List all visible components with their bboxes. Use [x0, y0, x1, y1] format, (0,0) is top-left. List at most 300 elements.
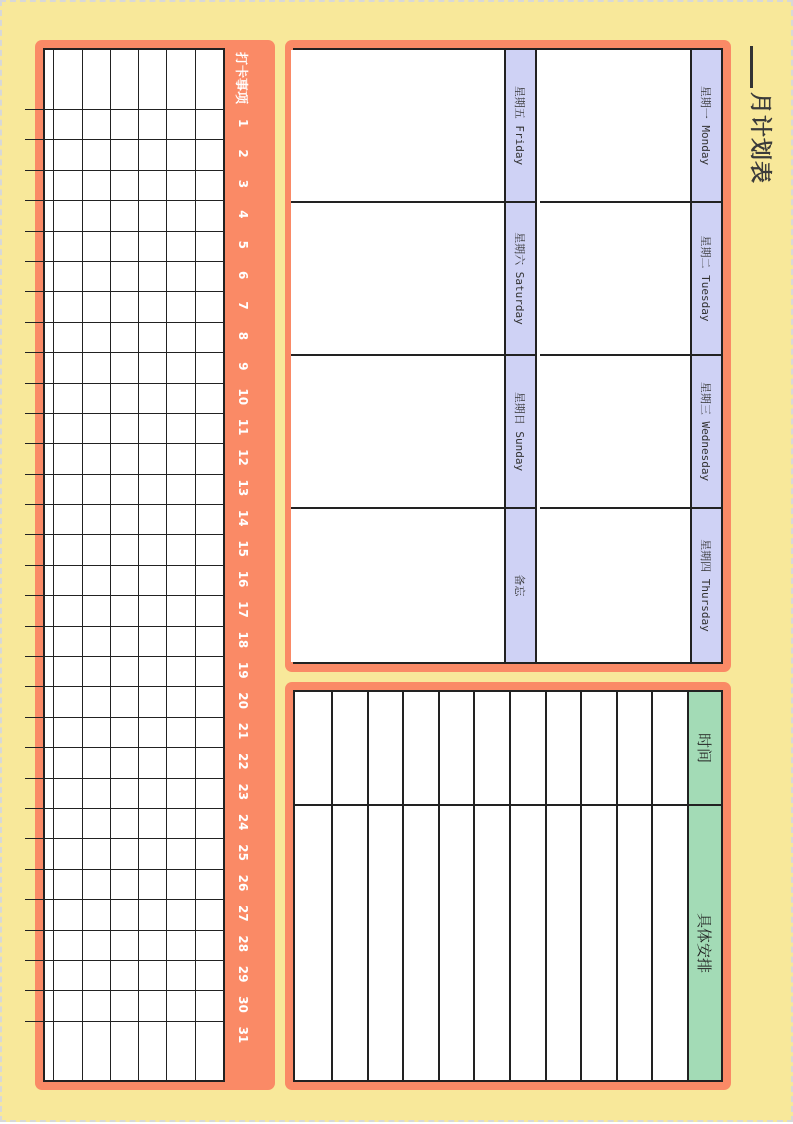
checkin-cell[interactable] — [25, 414, 53, 444]
time-column-header: 时间 — [689, 692, 721, 806]
checkin-cell[interactable] — [83, 505, 110, 535]
time-cell[interactable] — [582, 692, 616, 806]
checkin-cell[interactable] — [25, 444, 53, 474]
checkin-cell[interactable] — [83, 870, 110, 900]
checkin-cell[interactable] — [83, 292, 110, 322]
checkin-cell[interactable] — [167, 505, 194, 535]
checkin-cell[interactable] — [196, 718, 223, 748]
checkin-cell[interactable] — [54, 110, 81, 140]
time-cell[interactable] — [653, 692, 687, 806]
checkin-cell[interactable] — [111, 140, 138, 170]
checkin-cell[interactable] — [54, 657, 81, 687]
checkin-cell[interactable] — [196, 1022, 223, 1052]
checkin-cell[interactable] — [196, 232, 223, 262]
habit-name-cell[interactable] — [196, 50, 223, 110]
checkin-cell[interactable] — [167, 140, 194, 170]
time-cell[interactable] — [547, 692, 581, 806]
checkin-cell[interactable] — [196, 292, 223, 322]
checkin-cell[interactable] — [25, 931, 53, 961]
checkin-cell[interactable] — [111, 961, 138, 991]
checkin-cell[interactable] — [167, 475, 194, 505]
day-notes-area[interactable] — [540, 509, 690, 662]
checkin-cell[interactable] — [54, 748, 81, 778]
checkin-cell[interactable] — [167, 627, 194, 657]
checkin-cell[interactable] — [25, 596, 53, 626]
checkin-cell[interactable] — [111, 1022, 138, 1052]
day-header: 星期二 Tuesday — [690, 203, 721, 354]
memo-header: 备忘 — [504, 509, 535, 662]
checkin-cell[interactable] — [196, 779, 223, 809]
checkin-cell[interactable] — [54, 140, 81, 170]
checkin-cell[interactable] — [83, 384, 110, 414]
checkin-cell[interactable] — [25, 323, 53, 353]
checkin-cell[interactable] — [139, 596, 166, 626]
checkin-cell[interactable] — [83, 171, 110, 201]
checkin-cell[interactable] — [167, 809, 194, 839]
checkin-cell[interactable] — [139, 414, 166, 444]
checkin-cell[interactable] — [139, 657, 166, 687]
checkin-cell[interactable] — [111, 232, 138, 262]
plan-cell[interactable] — [618, 806, 652, 1080]
checkin-cell[interactable] — [111, 535, 138, 565]
checkin-cell[interactable] — [25, 505, 53, 535]
plan-cell[interactable] — [511, 806, 545, 1080]
checkin-cell[interactable] — [111, 475, 138, 505]
weekly-grid — [293, 48, 723, 664]
checkin-cell[interactable] — [139, 475, 166, 505]
checkin-cell[interactable] — [83, 110, 110, 140]
checkin-cell[interactable] — [111, 201, 138, 231]
schedule-panel — [285, 682, 731, 1090]
checkin-cell[interactable] — [111, 931, 138, 961]
checkin-cell[interactable] — [167, 1022, 194, 1052]
day-number: 1 — [236, 119, 250, 128]
checkin-cell[interactable] — [25, 779, 53, 809]
checkin-cell[interactable] — [54, 262, 81, 292]
checkin-cell[interactable] — [83, 201, 110, 231]
checkin-cell[interactable] — [196, 262, 223, 292]
weekly-row-top — [540, 50, 721, 662]
checkin-row — [82, 50, 110, 1080]
checkin-cell[interactable] — [54, 627, 81, 657]
checkin-cell[interactable] — [167, 870, 194, 900]
checkin-row — [25, 50, 53, 1080]
day-header: 星期六 Saturday — [504, 203, 535, 354]
checkin-cell[interactable] — [139, 779, 166, 809]
checkin-cell[interactable] — [167, 444, 194, 474]
day-cell-thursday — [540, 509, 721, 662]
checkin-cell[interactable] — [167, 262, 194, 292]
plan-cell[interactable] — [475, 806, 509, 1080]
checkin-cell[interactable] — [167, 110, 194, 140]
day-number: 17 — [236, 601, 250, 618]
checkin-cell[interactable] — [83, 961, 110, 991]
checkin-cell[interactable] — [139, 809, 166, 839]
checkin-cell[interactable] — [25, 627, 53, 657]
checkin-cell[interactable] — [196, 809, 223, 839]
habit-name-cell[interactable] — [25, 50, 53, 110]
checkin-cell[interactable] — [54, 414, 81, 444]
checkin-cell[interactable] — [139, 718, 166, 748]
checkin-cell[interactable] — [54, 718, 81, 748]
habit-name-cell[interactable] — [167, 50, 194, 110]
checkin-cell[interactable] — [83, 475, 110, 505]
checkin-cell[interactable] — [196, 414, 223, 444]
checkin-cell[interactable] — [111, 384, 138, 414]
day-notes-area[interactable] — [291, 50, 504, 201]
day-number: 9 — [236, 362, 250, 371]
schedule-row — [651, 692, 687, 1080]
checkin-cell[interactable] — [139, 870, 166, 900]
checkin-cell[interactable] — [139, 991, 166, 1021]
checkin-cell[interactable] — [196, 323, 223, 353]
day-header: 星期一 Monday — [690, 50, 721, 201]
checkin-cell[interactable] — [83, 414, 110, 444]
checkin-cell[interactable] — [111, 748, 138, 778]
checkin-cell[interactable] — [196, 961, 223, 991]
schedule-header-row — [687, 692, 721, 1080]
memo-notes-area[interactable] — [291, 509, 504, 662]
checkin-cell[interactable] — [196, 657, 223, 687]
checkin-cell[interactable] — [111, 444, 138, 474]
day-number: 8 — [236, 331, 250, 341]
day-number: 20 — [236, 692, 250, 709]
checkin-cell[interactable] — [139, 535, 166, 565]
checkin-cell[interactable] — [25, 535, 53, 565]
day-number: 24 — [236, 813, 250, 831]
checkin-cell[interactable] — [196, 839, 223, 869]
checkin-cell[interactable] — [25, 900, 53, 930]
checkin-cell[interactable] — [167, 384, 194, 414]
time-cell[interactable] — [475, 692, 509, 806]
checkin-cell[interactable] — [139, 171, 166, 201]
checkin-cell[interactable] — [111, 870, 138, 900]
checkin-cell[interactable] — [54, 475, 81, 505]
checkin-cell[interactable] — [196, 627, 223, 657]
day-number: 6 — [236, 270, 250, 280]
checkin-cell[interactable] — [83, 779, 110, 809]
checkin-cell[interactable] — [196, 535, 223, 565]
checkin-cell[interactable] — [25, 870, 53, 900]
day-number: 25 — [236, 844, 250, 861]
checkin-cell[interactable] — [196, 353, 223, 383]
checkin-cell[interactable] — [83, 140, 110, 170]
checkin-cell[interactable] — [83, 900, 110, 930]
checkin-cell[interactable] — [83, 232, 110, 262]
checkin-cell[interactable] — [111, 414, 138, 444]
habit-name-cell[interactable] — [54, 50, 81, 110]
checkin-cell[interactable] — [196, 201, 223, 231]
checkin-cell[interactable] — [139, 292, 166, 322]
plan-cell[interactable] — [369, 806, 403, 1080]
checkin-cell[interactable] — [25, 292, 53, 322]
checkin-cell[interactable] — [196, 140, 223, 170]
checkin-cell[interactable] — [139, 687, 166, 717]
checkin-cell[interactable] — [111, 839, 138, 869]
checkin-cell[interactable] — [139, 323, 166, 353]
checkin-cell[interactable] — [54, 292, 81, 322]
checkin-cell[interactable] — [111, 292, 138, 322]
checkin-cell[interactable] — [83, 809, 110, 839]
checkin-cell[interactable] — [54, 900, 81, 930]
checkin-cell[interactable] — [25, 171, 53, 201]
checkin-cell[interactable] — [54, 505, 81, 535]
checkin-cell[interactable] — [139, 384, 166, 414]
checkin-cell[interactable] — [83, 991, 110, 1021]
checkin-cell[interactable] — [111, 718, 138, 748]
checkin-cell[interactable] — [196, 748, 223, 778]
checkin-cell[interactable] — [139, 1022, 166, 1052]
time-cell[interactable] — [618, 692, 652, 806]
plan-cell[interactable] — [333, 806, 367, 1080]
checkin-cell[interactable] — [111, 171, 138, 201]
checkin-cell[interactable] — [139, 931, 166, 961]
checkin-cell[interactable] — [111, 991, 138, 1021]
checkin-cell[interactable] — [111, 627, 138, 657]
day-notes-area[interactable] — [540, 50, 690, 201]
checkin-cell[interactable] — [196, 110, 223, 140]
checkin-cell[interactable] — [25, 353, 53, 383]
time-cell[interactable] — [295, 692, 331, 806]
checkin-cell[interactable] — [25, 232, 53, 262]
checkin-cell[interactable] — [54, 779, 81, 809]
checkin-cell[interactable] — [83, 657, 110, 687]
checkin-cell[interactable] — [139, 505, 166, 535]
time-cell[interactable] — [511, 692, 545, 806]
checkin-cell[interactable] — [54, 839, 81, 869]
checkin-cell[interactable] — [196, 991, 223, 1021]
checkin-cell[interactable] — [25, 566, 53, 596]
day-notes-area[interactable] — [291, 203, 504, 354]
day-number: 19 — [236, 661, 250, 679]
checkin-cell[interactable] — [167, 566, 194, 596]
day-number: 5 — [236, 240, 250, 249]
schedule-row — [295, 692, 331, 1080]
checkin-cell[interactable] — [167, 535, 194, 565]
checkin-cell[interactable] — [83, 262, 110, 292]
checkin-cell[interactable] — [167, 596, 194, 626]
checkin-cell[interactable] — [111, 687, 138, 717]
checkin-cell[interactable] — [83, 748, 110, 778]
checkin-cell[interactable] — [111, 566, 138, 596]
checkin-cell[interactable] — [167, 292, 194, 322]
checkin-cell[interactable] — [196, 687, 223, 717]
checkin-cell[interactable] — [54, 232, 81, 262]
day-notes-area[interactable] — [291, 356, 504, 507]
checkin-cell[interactable] — [167, 414, 194, 444]
checkin-cell[interactable] — [54, 444, 81, 474]
checkin-cell[interactable] — [196, 870, 223, 900]
checkin-cell[interactable] — [54, 687, 81, 717]
checkin-cell[interactable] — [139, 444, 166, 474]
checkin-cell[interactable] — [83, 1022, 110, 1052]
time-cell[interactable] — [369, 692, 403, 806]
checkin-cell[interactable] — [167, 353, 194, 383]
checkin-cell[interactable] — [196, 475, 223, 505]
checkin-cell[interactable] — [25, 809, 53, 839]
checkin-cell[interactable] — [83, 444, 110, 474]
checkin-cell[interactable] — [139, 900, 166, 930]
checkin-cell[interactable] — [25, 110, 53, 140]
checkin-cell[interactable] — [54, 201, 81, 231]
day-header: 星期四 Thursday — [690, 509, 721, 662]
checkin-cell[interactable] — [54, 535, 81, 565]
checkin-cell[interactable] — [83, 353, 110, 383]
habit-name-cell[interactable] — [139, 50, 166, 110]
checkin-cell[interactable] — [167, 323, 194, 353]
plan-cell[interactable] — [440, 806, 474, 1080]
checkin-cell[interactable] — [25, 201, 53, 231]
time-cell[interactable] — [333, 692, 367, 806]
plan-cell[interactable] — [295, 806, 331, 1080]
checkin-cell[interactable] — [167, 171, 194, 201]
checkin-cell[interactable] — [111, 809, 138, 839]
checkin-cell[interactable] — [54, 384, 81, 414]
day-number: 22 — [236, 753, 250, 770]
checkin-cell[interactable] — [167, 687, 194, 717]
checkin-cell[interactable] — [83, 566, 110, 596]
checkin-cell[interactable] — [139, 748, 166, 778]
checkin-cell[interactable] — [167, 931, 194, 961]
checkin-cell[interactable] — [25, 657, 53, 687]
checkin-cell[interactable] — [196, 931, 223, 961]
checkin-cell[interactable] — [25, 718, 53, 748]
checkin-cell[interactable] — [167, 779, 194, 809]
checkin-cell[interactable] — [167, 991, 194, 1021]
checkin-cell[interactable] — [54, 353, 81, 383]
day-number: 13 — [236, 479, 250, 497]
habit-name-cell[interactable] — [83, 50, 110, 110]
checkin-cell[interactable] — [111, 323, 138, 353]
checkin-cell[interactable] — [54, 931, 81, 961]
time-cell[interactable] — [440, 692, 474, 806]
checkin-cell[interactable] — [111, 657, 138, 687]
checkin-cell[interactable] — [83, 596, 110, 626]
checkin-cell[interactable] — [139, 566, 166, 596]
checkin-cell[interactable] — [111, 596, 138, 626]
schedule-row — [367, 692, 403, 1080]
schedule-row — [545, 692, 581, 1080]
plan-cell[interactable] — [653, 806, 687, 1080]
checkin-cell[interactable] — [25, 262, 53, 292]
checkin-cell[interactable] — [54, 870, 81, 900]
checkin-cell[interactable] — [111, 110, 138, 140]
plan-cell[interactable] — [404, 806, 438, 1080]
checkin-cell[interactable] — [111, 505, 138, 535]
day-number: 3 — [236, 179, 250, 189]
day-header: 星期五 Friday — [504, 50, 535, 201]
checkin-cell[interactable] — [139, 627, 166, 657]
checkin-cell[interactable] — [167, 232, 194, 262]
checkin-cell[interactable] — [196, 900, 223, 930]
checkin-cell[interactable] — [196, 384, 223, 414]
checkin-cell[interactable] — [83, 718, 110, 748]
checkin-cell[interactable] — [54, 961, 81, 991]
checkin-cell[interactable] — [83, 687, 110, 717]
plan-column-header: 具体安排 — [695, 912, 714, 973]
checkin-cell[interactable] — [25, 384, 53, 414]
plan-cell[interactable] — [547, 806, 581, 1080]
plan-cell[interactable] — [582, 806, 616, 1080]
day-cell-saturday — [291, 203, 535, 356]
day-number: 27 — [236, 905, 250, 922]
checkin-cell[interactable] — [54, 323, 81, 353]
checkin-cell[interactable] — [54, 809, 81, 839]
checkin-cell[interactable] — [25, 991, 53, 1021]
checkin-cell[interactable] — [139, 110, 166, 140]
checkin-row — [110, 50, 138, 1080]
checkin-cell[interactable] — [196, 505, 223, 535]
checkin-cell[interactable] — [139, 262, 166, 292]
checkin-cell[interactable] — [25, 140, 53, 170]
checkin-cell[interactable] — [167, 718, 194, 748]
checkin-cell[interactable] — [54, 991, 81, 1021]
day-number: 12 — [236, 449, 250, 466]
checkin-cell[interactable] — [83, 839, 110, 869]
day-number: 28 — [236, 935, 250, 953]
checkin-cell[interactable] — [54, 171, 81, 201]
checkin-cell[interactable] — [167, 201, 194, 231]
day-notes-area[interactable] — [540, 203, 690, 354]
checkin-cell[interactable] — [83, 931, 110, 961]
day-number: 11 — [236, 418, 250, 436]
checkin-cell[interactable] — [54, 596, 81, 626]
checkin-cell[interactable] — [139, 201, 166, 231]
checkin-cell[interactable] — [196, 596, 223, 626]
checkin-cell[interactable] — [25, 748, 53, 778]
checkin-cell[interactable] — [25, 475, 53, 505]
checkin-cell[interactable] — [196, 171, 223, 201]
month-blank-line — [751, 46, 774, 88]
checkin-cell[interactable] — [167, 657, 194, 687]
checkin-cell[interactable] — [111, 262, 138, 292]
day-number: 4 — [236, 210, 250, 219]
day-number: 10 — [236, 388, 250, 406]
checkin-cell[interactable] — [111, 353, 138, 383]
habit-name-cell[interactable] — [111, 50, 138, 110]
schedule-row — [438, 692, 474, 1080]
checkin-cell[interactable] — [54, 566, 81, 596]
checkin-cell[interactable] — [83, 323, 110, 353]
checkin-cell[interactable] — [139, 839, 166, 869]
checkin-cell[interactable] — [139, 961, 166, 991]
day-number: 31 — [236, 1026, 250, 1044]
day-number: 2 — [236, 149, 250, 158]
checkin-cell[interactable] — [83, 627, 110, 657]
checkin-cell[interactable] — [25, 961, 53, 991]
checkin-cell[interactable] — [167, 839, 194, 869]
checkin-cell[interactable] — [83, 535, 110, 565]
checkin-cell[interactable] — [111, 900, 138, 930]
checkin-cell[interactable] — [139, 232, 166, 262]
checkin-cell[interactable] — [111, 779, 138, 809]
checkin-cell[interactable] — [25, 687, 53, 717]
checkin-cell[interactable] — [167, 961, 194, 991]
checkin-cell[interactable] — [167, 748, 194, 778]
checkin-cell[interactable] — [25, 1022, 53, 1052]
checkin-panel — [35, 40, 275, 1090]
checkin-cell[interactable] — [54, 1022, 81, 1052]
time-cell[interactable] — [404, 692, 438, 806]
checkin-cell[interactable] — [25, 839, 53, 869]
day-notes-area[interactable] — [540, 356, 690, 507]
checkin-cell[interactable] — [139, 353, 166, 383]
checkin-cell[interactable] — [167, 900, 194, 930]
checkin-cell[interactable] — [139, 140, 166, 170]
checkin-cell[interactable] — [196, 444, 223, 474]
checkin-cell[interactable] — [196, 566, 223, 596]
day-number: 30 — [236, 996, 250, 1013]
